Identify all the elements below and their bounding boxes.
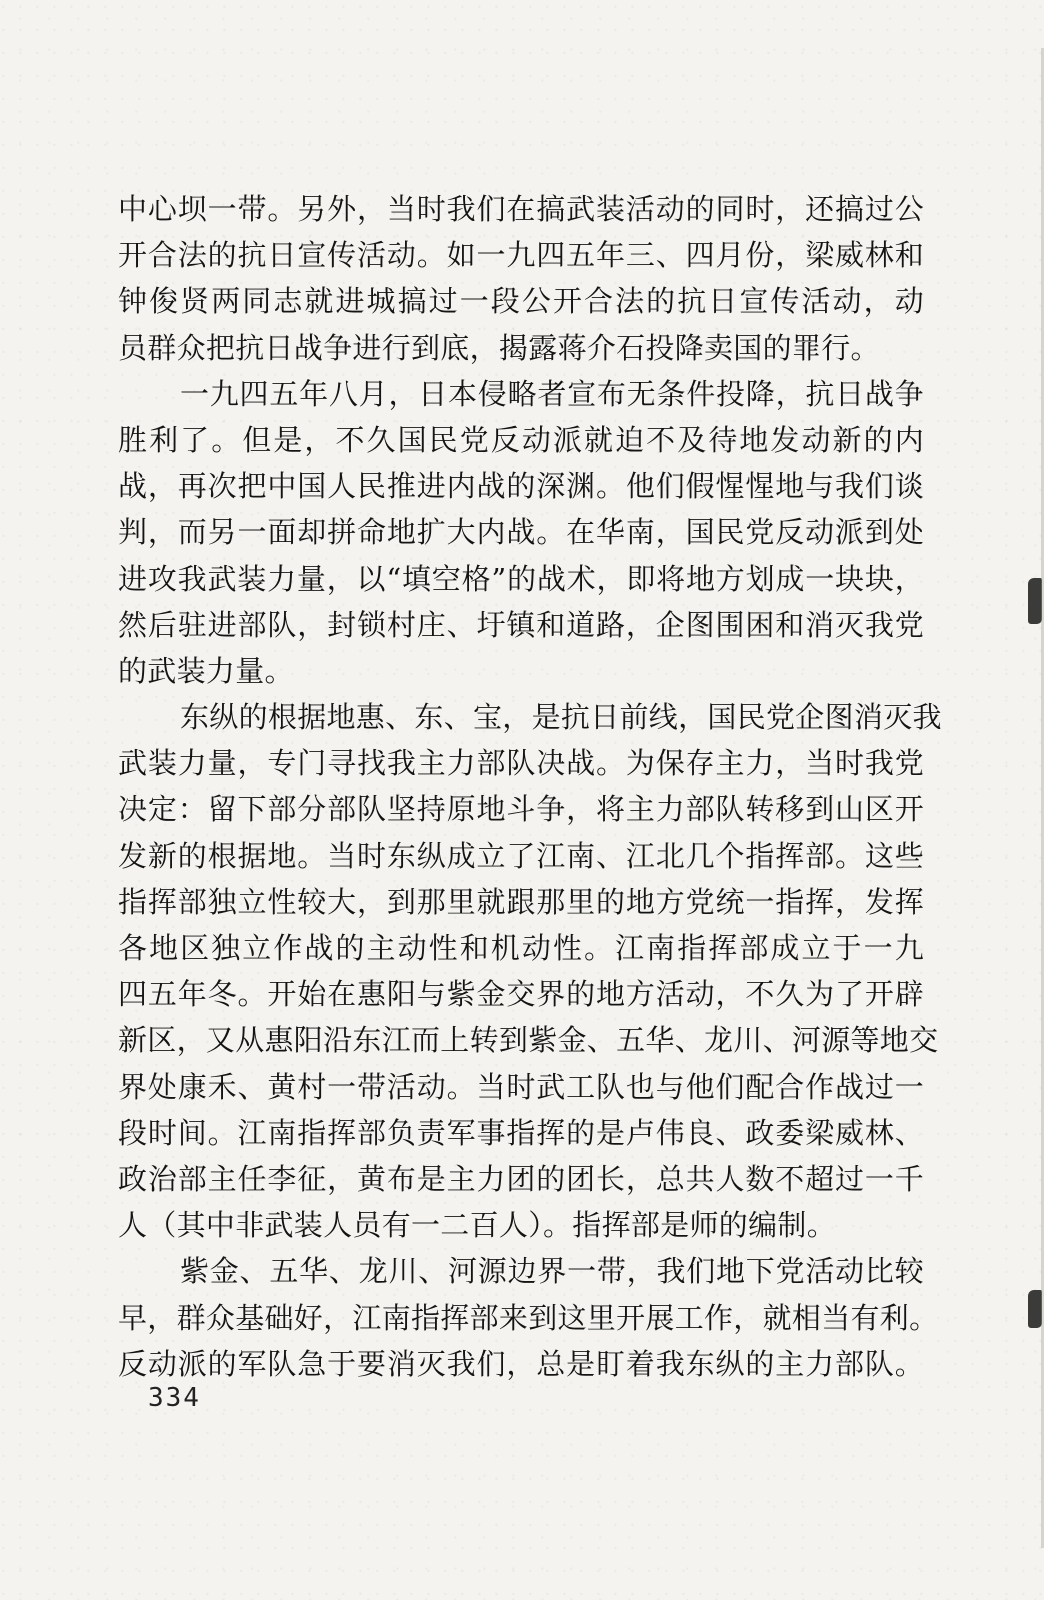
- text-line: 开合法的抗日宣传活动。如一九四五年三、四月份，梁威林和: [118, 238, 924, 273]
- text-line: 段时间。江南指挥部负责军事指挥的是卢伟良、政委梁威林、: [118, 1115, 924, 1150]
- text-line: 钟俊贤两同志就进城搞过一段公开合法的抗日宣传活动，动: [118, 284, 924, 319]
- text-line: 东纵的根据地惠、东、宝，是抗日前线，国民党企图消灭我: [180, 700, 942, 735]
- text-line: 然后驻进部队，封锁村庄、圩镇和道路，企图围困和消灭我党: [118, 607, 924, 642]
- text-line: 发新的根据地。当时东纵成立了江南、江北几个指挥部。这些: [118, 838, 924, 873]
- text-line: 进攻我武装力量，以“填空格”的战术，即将地方划成一块块，: [118, 561, 924, 596]
- scan-artifact: [1028, 1290, 1042, 1328]
- scan-artifact: [1028, 578, 1042, 624]
- text-line: 决定：留下部分部队坚持原地斗争，将主力部队转移到山区开: [118, 792, 924, 827]
- text-line: 各地区独立作战的主动性和机动性。江南指挥部成立于一九: [118, 931, 924, 965]
- text-line: 紫金、五华、龙川、河源边界一带，我们地下党活动比较: [180, 1254, 924, 1289]
- text-line: 中心坝一带。另外，当时我们在搞武装活动的同时，还搞过公: [118, 192, 924, 226]
- text-line: 的武装力量。: [118, 653, 294, 688]
- text-line: 人（其中非武装人员有一二百人）。指挥部是师的编制。: [118, 1208, 837, 1243]
- page-number: 334: [148, 1383, 201, 1413]
- body-text: [118, 186, 942, 1387]
- text-line: 武装力量，专门寻找我主力部队决战。为保存主力，当时我党: [118, 746, 924, 781]
- text-line: 判，而另一面却拼命地扩大内战。在华南，国民党反动派到处: [118, 515, 924, 550]
- text-line: 一九四五年八月，日本侵略者宣布无条件投降，抗日战争: [180, 376, 924, 411]
- text-line: 界处康禾、黄村一带活动。当时武工队也与他们配合作战过一: [118, 1069, 924, 1104]
- text-line: 反动派的军队急于要消灭我们，总是盯着我东纵的主力部队。: [118, 1346, 924, 1381]
- text-line: 指挥部独立性较大，到那里就跟那里的地方党统一指挥，发挥: [118, 884, 924, 919]
- text-line: 员群众把抗日战争进行到底，揭露蒋介石投降卖国的罪行。: [118, 330, 880, 365]
- text-line: 胜利了。但是，不久国民党反动派就迫不及待地发动新的内: [118, 422, 924, 457]
- text-line: 早，群众基础好，江南指挥部来到这里开展工作，就相当有利。: [118, 1300, 939, 1335]
- text-line: 新区，又从惠阳沿东江而上转到紫金、五华、龙川、河源等地交: [118, 1023, 939, 1058]
- text-line: 四五年冬。开始在惠阳与紫金交界的地方活动，不久为了开辟: [118, 977, 924, 1012]
- text-line: 政治部主任李征，黄布是主力团的团长，总共人数不超过一千: [118, 1161, 924, 1196]
- text-line: 战，再次把中国人民推进内战的深渊。他们假惺惺地与我们谈: [118, 469, 924, 504]
